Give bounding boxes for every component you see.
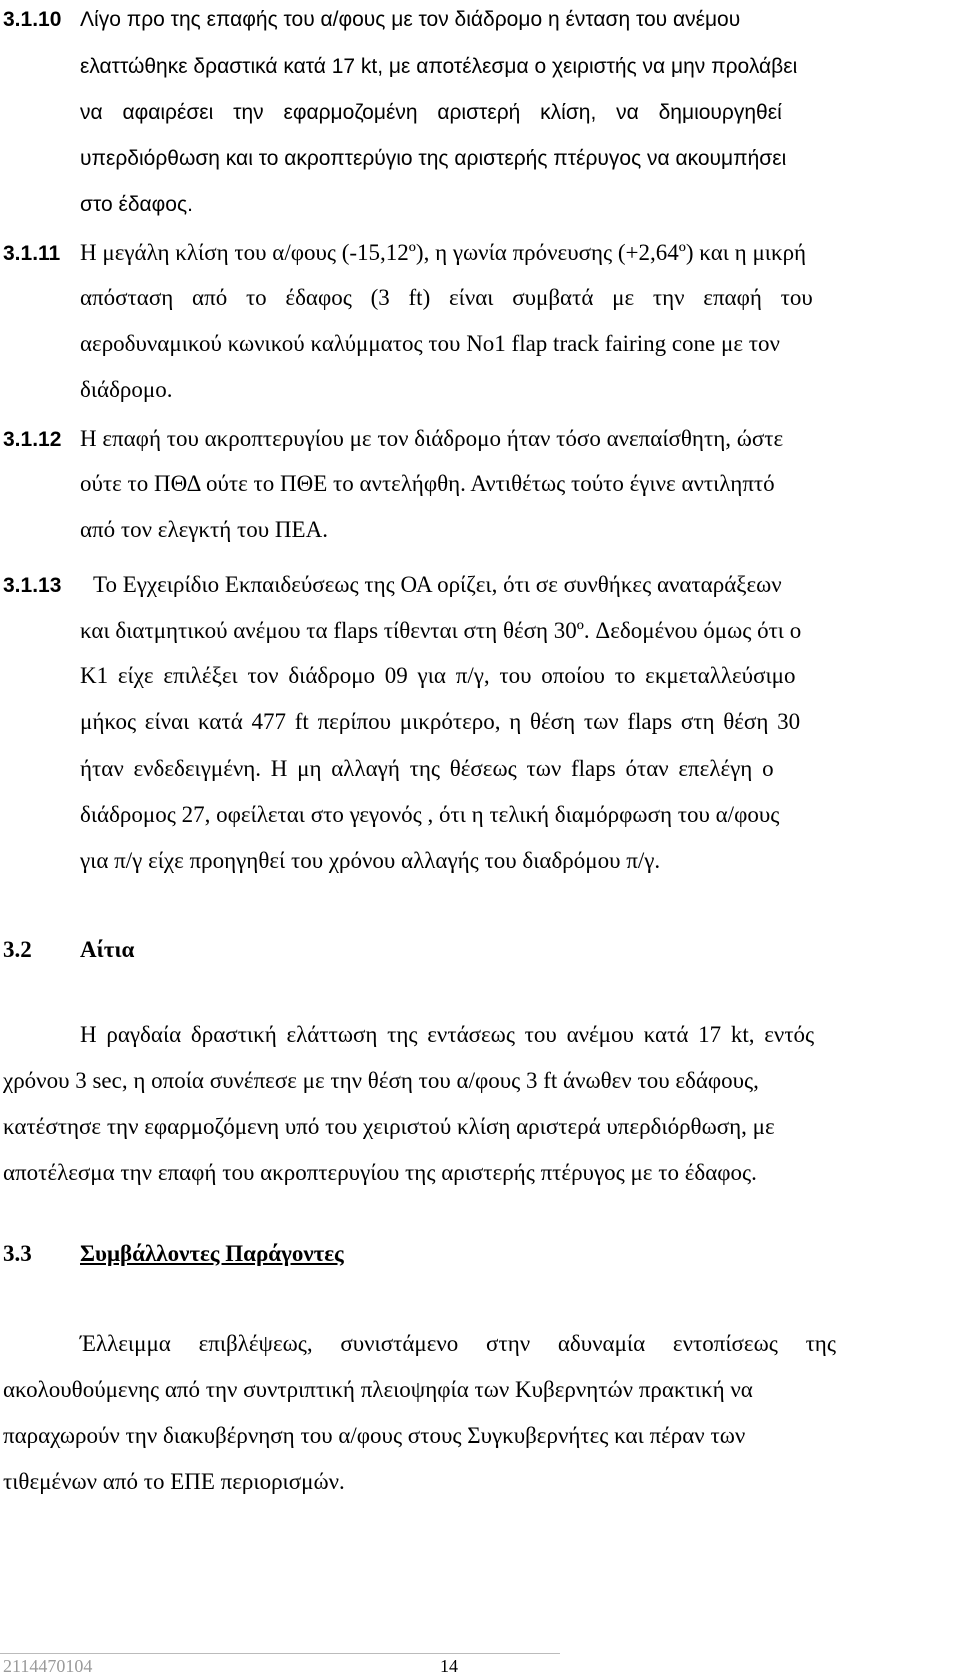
paragraph-line: Η επαφή του ακροπτερυγίου με τον διάδρομο ήταν τόσο ανεπαίσθητη, ώστε bbox=[80, 426, 784, 451]
section-number-3-1-11: 3.1.11 bbox=[3, 242, 61, 265]
paragraph-line: ακολουθούμενης από την συντριπτική πλειοψηφία των Κυβερνητών πρακτική να bbox=[3, 1377, 753, 1402]
paragraph-line: από τον ελεγκτή του ΠΕΑ. bbox=[80, 517, 328, 542]
section-number-3-1-12: 3.1.12 bbox=[3, 428, 62, 451]
paragraph-line: χρόνου 3 sec, η οποία συνέπεσε με την θέση του α/φους 3 ft άνωθεν του εδάφους, bbox=[3, 1068, 759, 1093]
section-number-3-1-10: 3.1.10 bbox=[3, 8, 62, 31]
paragraph-line: Η ραγδαία δραστική ελάττωση της εντάσεως του ανέμου κατά 17 kt, εντός bbox=[80, 1022, 815, 1047]
paragraph-line: Το Εγχειρίδιο Εκπαιδεύσεως της ΟΑ ορίζει, ότι σε συνθήκες αναταράξεων bbox=[93, 572, 782, 597]
paragraph-line: απόσταση από το έδαφος (3 ft) είναι συμβατά με την επαφή του bbox=[80, 285, 813, 310]
paragraph-line: κατέστησε την εφαρμοζόμενη υπό του χειριστού κλίση αριστερά υπερδιόρθωση, με bbox=[3, 1114, 775, 1139]
paragraph-line: αεροδυναμικού κωνικού καλύμματος του No1 flap track fairing cone με τον bbox=[80, 331, 780, 356]
paragraph-line: ελαττώθηκε δραστικά κατά 17 kt, με αποτέλεσμα ο χειριστής να μην προλάβει bbox=[80, 55, 798, 78]
paragraph-line: στο έδαφος. bbox=[80, 193, 193, 216]
paragraph-line: ούτε το ΠΘΔ ούτε το ΠΘΕ το αντελήφθη. Αντιθέτως τούτο έγινε αντιληπτό bbox=[80, 471, 775, 496]
section-number-3-1-13: 3.1.13 bbox=[3, 574, 62, 597]
footer-page-number: 14 bbox=[440, 1656, 458, 1676]
paragraph-line: Η μεγάλη κλίση του α/φους (-15,12º), η γωνία πρόνευσης (+2,64º) και η μικρή bbox=[80, 240, 807, 265]
paragraph-line: αποτέλεσμα την επαφή του ακροπτερυγίου της αριστερής πτέρυγος με το έδαφος. bbox=[3, 1160, 757, 1185]
paragraph-line: για π/γ είχε προηγηθεί του χρόνου αλλαγής του διαδρόμου π/γ. bbox=[80, 848, 661, 873]
paragraph-line: υπερδιόρθωση και το ακροπτερύγιο της αριστερής πτέρυγος να ακουμπήσει bbox=[80, 147, 787, 170]
section-number-3-2: 3.2 bbox=[3, 937, 32, 962]
paragraph-line: Κ1 είχε επιλέξει τον διάδρομο 09 για π/γ, του οποίου το εκμεταλλεύσιμο bbox=[80, 663, 796, 688]
paragraph-line: και διατμητικού ανέμου τα flaps τίθενται στη θέση 30º. Δεδομένου όμως ότι ο bbox=[80, 618, 802, 643]
footer-divider bbox=[0, 1653, 560, 1654]
paragraph-line: παραχωρούν την διακυβέρνηση του α/φους στους Συγκυβερνήτες και πέραν των bbox=[3, 1423, 746, 1448]
section-title-contributing-factors: Συμβάλλοντες Παράγοντες bbox=[80, 1241, 344, 1266]
paragraph-line: να αφαιρέσει την εφαρμοζομένη αριστερή κλίση, να δημιουργηθεί bbox=[80, 101, 782, 124]
paragraph-line: διάδρομο. bbox=[80, 377, 173, 402]
paragraph-line: μήκος είναι κατά 477 ft περίπου μικρότερο, η θέση των flaps στη θέση 30 bbox=[80, 709, 801, 734]
paragraph-line: διάδρομος 27, οφείλεται στο γεγονός , ότι η τελική διαμόρφωση του α/φους bbox=[80, 802, 780, 827]
paragraph-line: Έλλειμμα επιβλέψεως, συνιστάμενο στην αδυναμία εντοπίσεως της bbox=[80, 1331, 836, 1356]
paragraph-line: Λίγο προ της επαφής του α/φους με τον διάδρομο η ένταση του ανέμου bbox=[80, 8, 741, 31]
paragraph-line: τιθεμένων από το ΕΠΕ περιορισμών. bbox=[3, 1469, 345, 1494]
section-number-3-3: 3.3 bbox=[3, 1241, 32, 1266]
paragraph-line: ήταν ενδεδειγμένη. Η μη αλλαγή της θέσεως των flaps όταν επελέγη ο bbox=[80, 756, 774, 781]
section-title-causes: Αίτια bbox=[80, 937, 135, 962]
footer-doc-id: 2114470104 bbox=[3, 1656, 93, 1676]
